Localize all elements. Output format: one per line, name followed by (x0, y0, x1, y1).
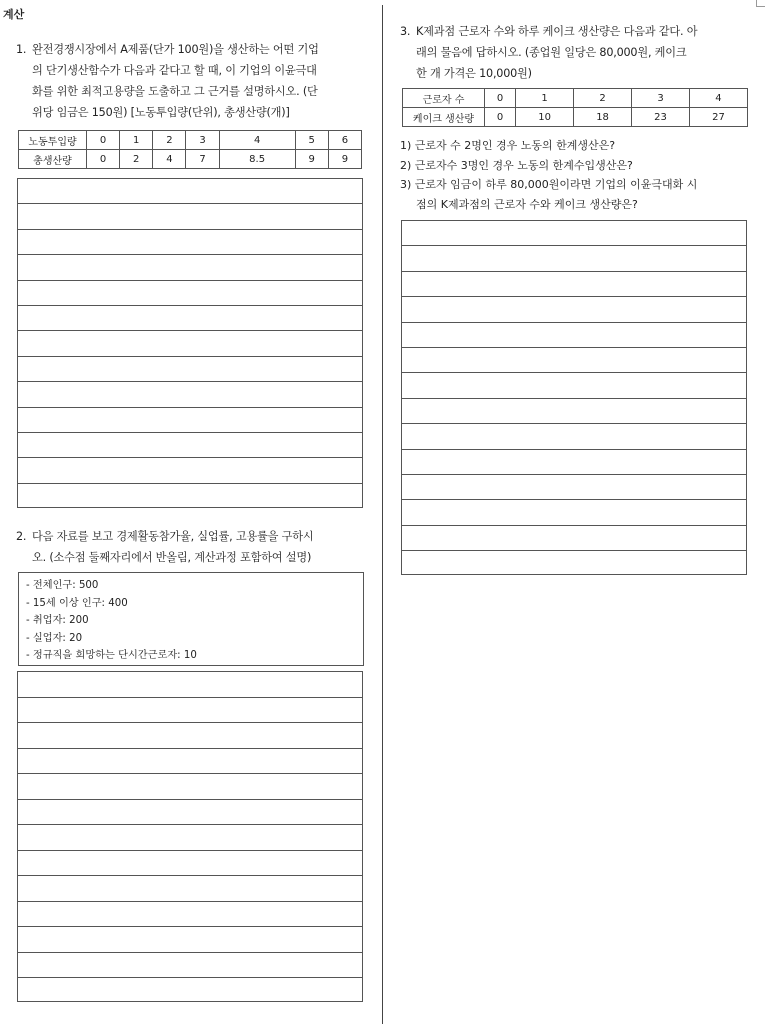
subquestion-continuation: 점의 K제과점의 근로자 수와 케이크 생산량은? (416, 197, 638, 211)
subquestion: 3) 근로자 임금이 하루 80,000원이라면 기업의 이윤극대화 시 (400, 178, 698, 191)
table-cell: 0 (87, 150, 120, 169)
table-cell: 0 (485, 89, 516, 108)
question-1-line: 의 단기생산함수가 다음과 같다고 할 때, 이 기업의 이윤극대 (32, 64, 317, 77)
table-cell: 3 (632, 89, 690, 108)
subquestion: 1) 근로자 수 2명인 경우 노동의 한계생산은? (400, 139, 616, 152)
table-row (403, 108, 748, 127)
table-cell: 6 (328, 131, 361, 150)
question-3-table (402, 88, 748, 127)
question-3-line: K제과점 근로자 수와 하루 케이크 생산량은 다음과 같다. 아 (416, 25, 698, 38)
question-1-line: 화를 위한 최적고용량을 도출하고 그 근거를 설명하시오. (단 (32, 85, 318, 98)
table-cell: 9 (295, 150, 328, 169)
table-cell: 0 (87, 131, 120, 150)
question-3-subquestions (400, 136, 697, 214)
column-divider (382, 5, 383, 1024)
data-line: - 정규직을 희망하는 단시간근로자: 10 (26, 650, 197, 661)
question-3-number: 3. (400, 25, 411, 38)
page-corner-mark (756, 0, 765, 7)
data-line: - 취업자: 200 (26, 615, 89, 626)
question-3-line: 한 개 가격은 10,000원) (416, 67, 532, 80)
table-cell: 27 (689, 108, 747, 127)
question-3-answer-area[interactable] (401, 220, 747, 575)
table-cell: 2 (574, 89, 632, 108)
table-row (403, 89, 748, 108)
table-cell: 2 (153, 131, 186, 150)
table-cell: 10 (516, 108, 574, 127)
table-row (19, 150, 362, 169)
table-cell: 4 (153, 150, 186, 169)
question-2-line: 오. (소수점 둘째자리에서 반올림, 계산과정 포함하여 설명) (32, 551, 312, 564)
question-1-number: 1. (16, 43, 27, 56)
table-cell: 8.5 (219, 150, 295, 169)
section-heading: 계산 (3, 8, 25, 21)
table-cell: 23 (632, 108, 690, 127)
table-cell: 2 (120, 150, 153, 169)
question-2-text (16, 526, 376, 568)
table-cell: 9 (328, 150, 361, 169)
table-cell: 4 (689, 89, 747, 108)
table-cell: 1 (120, 131, 153, 150)
table-cell: 3 (186, 131, 219, 150)
question-1-table (18, 130, 362, 169)
data-line: - 전체인구: 500 (26, 580, 99, 591)
table-cell: 18 (574, 108, 632, 127)
table-cell: 0 (485, 108, 516, 127)
table-row (19, 131, 362, 150)
question-2-data-box (18, 572, 364, 666)
data-line: - 15세 이상 인구: 400 (26, 597, 128, 609)
table-cell: 7 (186, 150, 219, 169)
question-2-number: 2. (16, 530, 27, 543)
table-cell: 1 (516, 89, 574, 108)
question-1-answer-area[interactable] (17, 178, 363, 508)
question-1-line: 완전경쟁시장에서 A제품(단가 100원)을 생산하는 어떤 기업 (32, 43, 319, 56)
question-1-line: 위당 임금은 150원) [노동투입량(단위), 총생산량(개)] (32, 106, 290, 119)
question-1-text (16, 39, 376, 123)
question-3-text (400, 21, 760, 84)
question-2-line: 다음 자료를 보고 경제활동참가율, 실업률, 고용률을 구하시 (32, 530, 314, 543)
question-3-line: 래의 물음에 답하시오. (종업원 일당은 80,000원, 케이크 (416, 46, 687, 59)
table-row-label: 노동투입량 (19, 131, 87, 150)
subquestion: 2) 근로자수 3명인 경우 노동의 한계수입생산은? (400, 158, 633, 172)
table-row-label: 케이크 생산량 (403, 108, 485, 127)
data-line: - 실업자: 20 (26, 632, 83, 644)
table-cell: 5 (295, 131, 328, 150)
table-cell: 4 (219, 131, 295, 150)
table-row-label: 총생산량 (19, 150, 87, 169)
table-row-label: 근로자 수 (403, 89, 485, 108)
question-2-answer-area[interactable] (17, 671, 363, 1002)
